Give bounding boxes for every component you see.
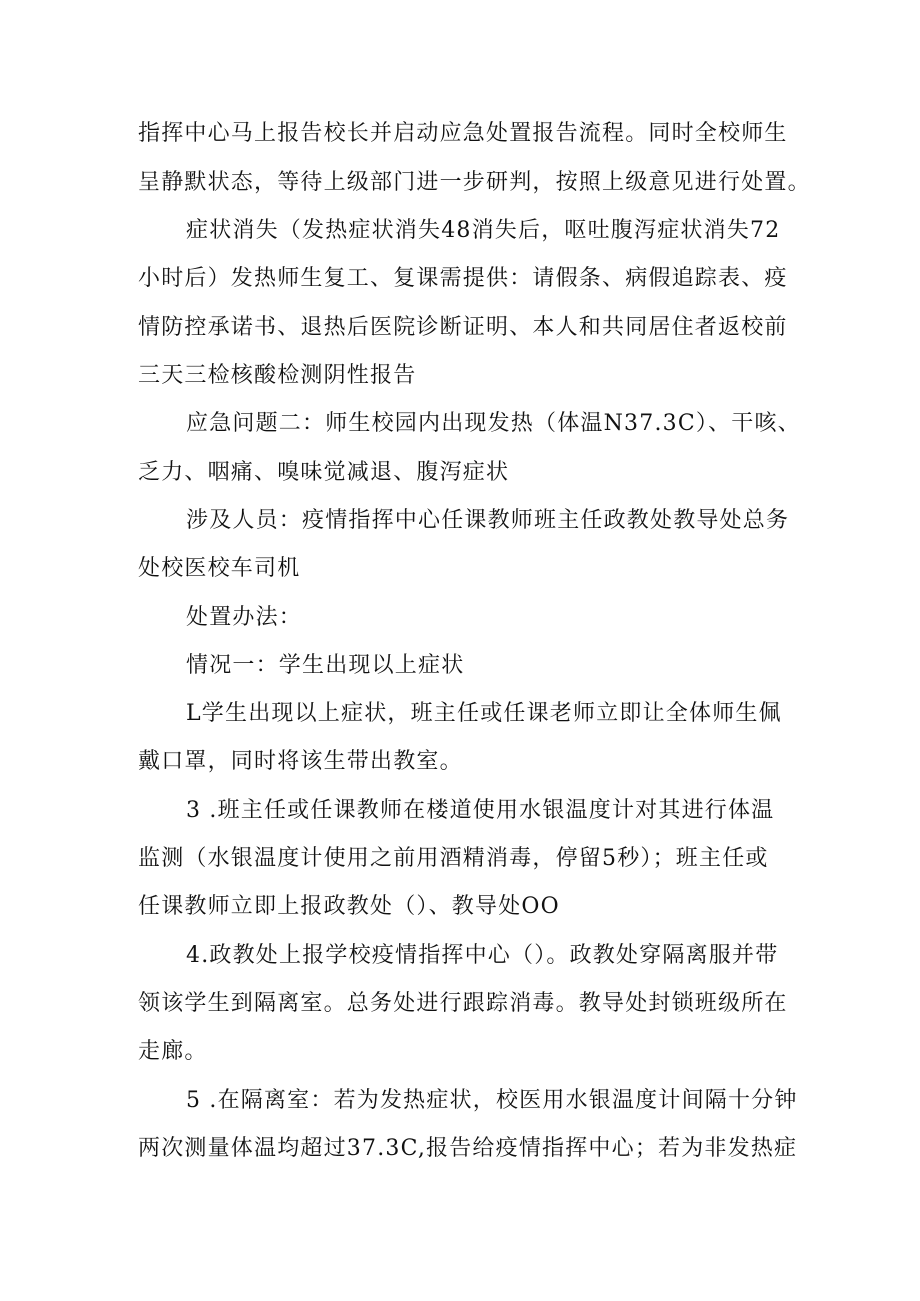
text-line: 小时后）发热师生复工、复课需提供：请假条、病假追踪表、疫: [138, 266, 788, 291]
text-line: 涉及人员：疫情指挥中心任课教师班主任政教处教导处总务: [186, 508, 790, 533]
text-line: 症状消失（发热症状消失48消失后，呕吐腹泻症状消失72: [186, 218, 781, 243]
text-line: 领该学生到隔离室。总务处进行跟踪消毒。教导处封锁班级所在: [138, 991, 788, 1016]
text-line: L学生出现以上症状，班主任或任课老师立即让全体师生佩: [186, 701, 782, 726]
text-line: 处校医校车司机: [138, 556, 301, 581]
text-line: 乏力、咽痛、嗅味觉减退、腹泻症状: [138, 460, 510, 485]
text-line: 处置办法：: [186, 605, 303, 630]
text-line: 5 .在隔离室：若为发热症状，校医用水银温度计间隔十分钟: [186, 1088, 798, 1113]
text-line: 4.政教处上报学校疫情指挥中心（）。政教处穿隔离服并带: [186, 943, 779, 968]
text-line: 两次测量体温均超过37.3C,报告给疫情指挥中心；若为非发热症: [138, 1136, 798, 1161]
text-line: 走廊。: [138, 1039, 208, 1064]
text-line: 戴口罩，同时将该生带出教室。: [138, 749, 463, 774]
text-line: 监测（水银温度计使用之前用酒精消毒，停留5秒）；班主任或: [138, 846, 769, 871]
text-line: 任课教师立即上报政教处（）、教导处OO: [138, 894, 560, 919]
text-line: 3 .班主任或任课教师在楼道使用水银温度计对其进行体温: [186, 798, 775, 823]
text-line: 指挥中心马上报告校长并启动应急处置报告流程。同时全校师生: [138, 121, 788, 146]
text-line: 呈静默状态，等待上级部门进一步研判，按照上级意见进行处置。: [138, 170, 811, 195]
text-line: 三天三检核酸检测阴性报告: [138, 363, 417, 388]
text-line: 应急问题二：师生校园内出现发热（体温N37.3C）、干咳、: [186, 411, 801, 436]
text-line: 情防控承诺书、退热后医院诊断证明、本人和共同居住者返校前: [138, 315, 788, 340]
text-line: 情况一：学生出现以上症状: [186, 653, 465, 678]
